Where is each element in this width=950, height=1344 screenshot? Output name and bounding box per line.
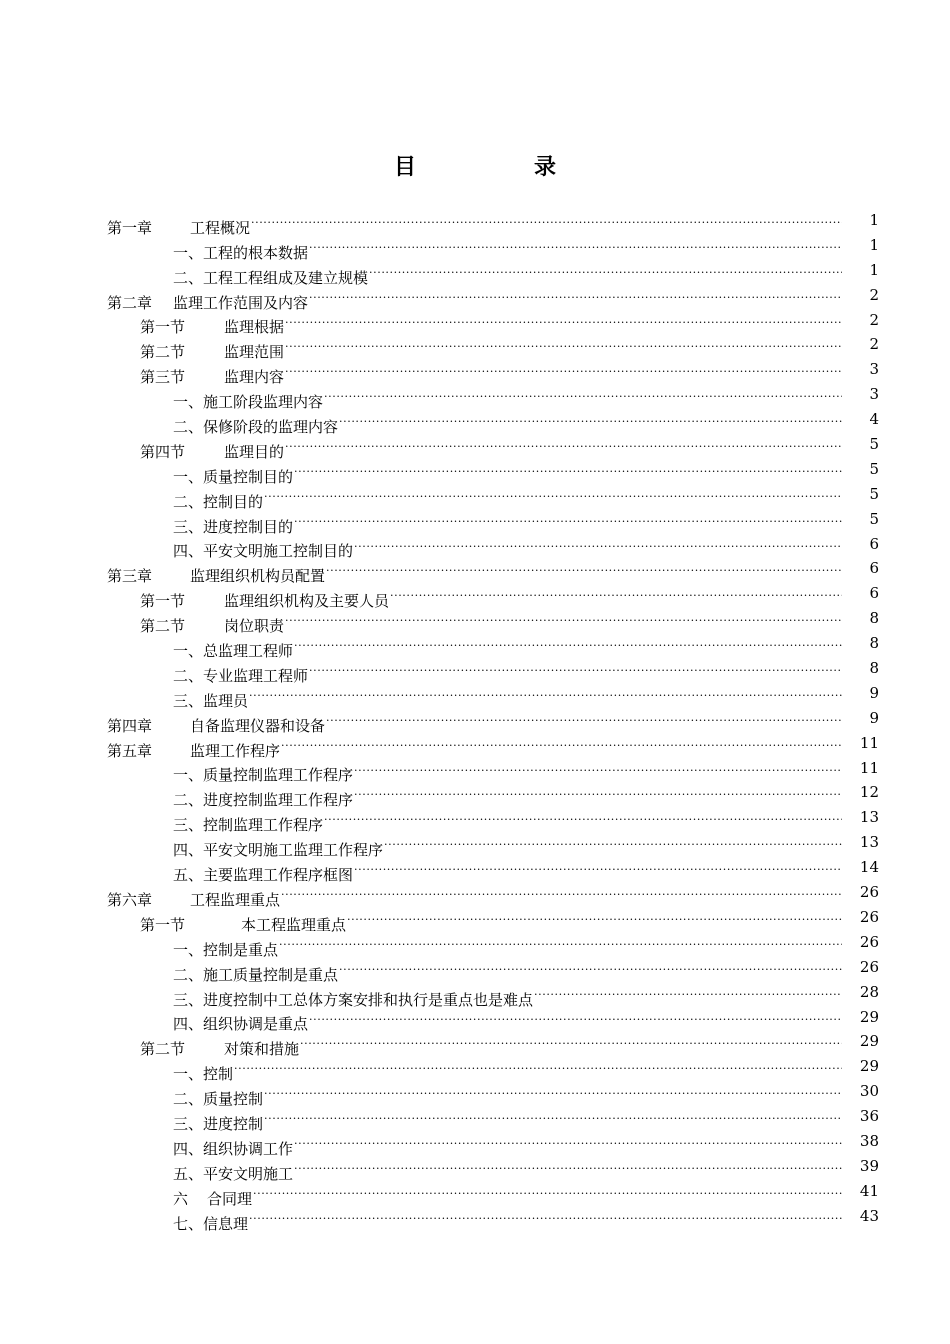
toc-entry-number: 第二节: [140, 1040, 186, 1059]
dot-leader: [534, 980, 842, 1005]
toc-entry-item[interactable]: [107, 805, 879, 835]
toc-entry-item[interactable]: [107, 1054, 879, 1084]
toc-entry-number: 一、: [173, 393, 204, 412]
toc-entry-number: 一、: [173, 766, 204, 785]
toc-page-number: 38: [859, 1131, 879, 1150]
toc-entry-number: 二、: [173, 418, 204, 437]
toc-title-char-1: 目: [393, 154, 416, 180]
toc-entry-text: 质量控制目的: [203, 467, 294, 486]
toc-entry-number: 第一节: [140, 592, 186, 611]
toc-entry-section[interactable]: [107, 905, 879, 934]
dot-leader: [339, 955, 842, 980]
dot-leader: [339, 407, 842, 432]
toc-page-number: 2: [869, 285, 879, 304]
toc-entry-text: 工程监理重点: [190, 890, 281, 909]
toc-entry-number: 二、: [173, 666, 204, 685]
toc-entry-number: 四、: [173, 542, 204, 561]
toc-entry-text: 总监理工程师: [203, 642, 294, 661]
toc-entry-number: 一、: [173, 467, 204, 486]
toc-entry-text: 质量控制: [203, 1090, 264, 1109]
toc-page-number: 3: [869, 360, 879, 379]
toc-entry-text: 监理工作范围及内容: [173, 293, 309, 312]
toc-entry-chapter[interactable]: [107, 731, 879, 760]
toc-entry-item[interactable]: [107, 681, 879, 710]
toc-entry-section[interactable]: [107, 581, 879, 611]
toc-page-number: 5: [869, 459, 879, 478]
toc-entry-chapter[interactable]: [107, 880, 879, 909]
toc-page-number: 8: [869, 634, 879, 653]
dot-leader: [279, 930, 842, 955]
toc-entry-number: 三、: [173, 691, 204, 710]
toc-page-number: 1: [869, 211, 879, 229]
toc-entry-number: 四、: [173, 1139, 204, 1158]
dot-leader: [369, 258, 842, 283]
dot-leader: [249, 1204, 842, 1229]
dot-leader: [285, 357, 842, 382]
toc-entry-chapter[interactable]: [107, 283, 879, 312]
toc-entry-number: 第二节: [140, 343, 186, 362]
toc-entry-section[interactable]: [107, 357, 879, 387]
toc-page-number: 8: [869, 659, 879, 678]
toc-entry-chapter[interactable]: [107, 706, 879, 735]
dot-leader: [384, 830, 842, 855]
toc-entry-text: 自备监理仪器和设备: [190, 716, 326, 735]
dot-leader: [354, 780, 842, 805]
toc-entry-text: 进度控制目的: [203, 517, 294, 536]
toc-entry-text: 信息理: [203, 1214, 249, 1233]
toc-page-number: 5: [869, 435, 879, 454]
toc-entry-text: 本工程监理重点: [241, 915, 347, 934]
toc-page-number: 13: [859, 833, 879, 852]
toc-entry-text: 主要监理工作程序框图: [203, 866, 354, 885]
toc-page-number: 6: [869, 534, 879, 553]
toc-entry-text: 组织协调是重点: [203, 1015, 309, 1034]
toc-page-number: 1: [869, 260, 879, 279]
toc-entry-number: 三、: [173, 816, 204, 835]
toc-page-number: 6: [869, 559, 879, 578]
toc-entry-section[interactable]: [107, 1029, 879, 1059]
dot-leader: [354, 532, 842, 557]
toc-entry-item[interactable]: [107, 407, 879, 437]
toc-page-number: 9: [869, 683, 879, 702]
toc-entry-text: 专业监理工程师: [203, 666, 309, 685]
toc-title-char-2: 录: [534, 154, 557, 180]
dot-leader: [294, 1154, 842, 1179]
toc-entry-number: 四、: [173, 841, 204, 860]
toc-entry-number: 三、: [173, 990, 204, 1009]
toc-entry-item[interactable]: [107, 382, 879, 412]
toc-entry-text: 监理范围: [224, 343, 285, 362]
toc-entry-text: 岗位职责: [224, 617, 285, 636]
toc-entry-item[interactable]: [107, 1204, 879, 1233]
toc-entry-text: 进度控制: [203, 1114, 264, 1133]
toc-page-number: 29: [859, 1032, 879, 1051]
toc-page-number: 36: [859, 1107, 879, 1126]
toc-page-number: 26: [859, 932, 879, 951]
toc-entry-item[interactable]: [107, 955, 879, 984]
dot-leader: [249, 681, 842, 706]
toc-entry-item[interactable]: [107, 756, 879, 785]
toc-entry-text: 工程工程组成及建立规模: [203, 268, 369, 287]
dot-leader: [309, 1005, 842, 1030]
toc-entry-number: 第一节: [140, 318, 186, 337]
toc-entry-number: 三、: [173, 1114, 204, 1133]
toc-entry-item[interactable]: [107, 780, 879, 810]
toc-entry-text: 施工质量控制是重点: [203, 965, 339, 984]
toc-entry-text: 监理组织机构员配置: [190, 567, 326, 586]
toc-entry-number: 第五章: [107, 741, 153, 760]
dot-leader: [309, 233, 842, 258]
toc-entry-number: 二、: [173, 965, 204, 984]
toc-title: [0, 150, 950, 181]
toc-entry-text: 对策和措施: [224, 1040, 300, 1059]
toc-entry-section[interactable]: [107, 432, 879, 461]
toc-entry-item[interactable]: [107, 507, 879, 536]
dot-leader: [354, 756, 842, 781]
toc-entry-number: 二、: [173, 268, 204, 287]
toc-entry-text: 组织协调工作: [203, 1139, 294, 1158]
toc-entry-number: 六: [173, 1189, 189, 1208]
toc-entry-item[interactable]: [107, 930, 879, 959]
toc-entry-item[interactable]: [107, 656, 879, 685]
toc-entry-number: 第二章: [107, 293, 153, 312]
toc-entry-item[interactable]: [107, 1104, 879, 1133]
toc-page-number: 14: [859, 858, 879, 877]
toc-page-number: 11: [859, 758, 879, 777]
toc-entry-number: 一、: [173, 642, 204, 661]
toc-entry-text: 合同理: [207, 1189, 253, 1208]
toc-entry-number: 四、: [173, 1015, 204, 1034]
toc-entry-text: 质量控制监理工作程序: [203, 766, 354, 785]
toc-page-number: 26: [859, 907, 879, 926]
toc-entry-text: 工程的根本数据: [203, 243, 309, 262]
dot-leader: [253, 1179, 842, 1204]
toc-entry-number: 第四节: [140, 442, 186, 461]
toc-entry-item[interactable]: [107, 1129, 879, 1158]
toc-entry-number: 二、: [173, 791, 204, 810]
dot-leader: [326, 556, 842, 581]
dot-leader: [354, 855, 842, 880]
toc-page-number: 8: [869, 609, 879, 628]
toc-entry-item[interactable]: [107, 1079, 879, 1109]
toc-page-number: 28: [859, 982, 879, 1001]
toc-entry-number: 第四章: [107, 716, 153, 735]
toc-entry-chapter[interactable]: [107, 208, 879, 237]
dot-leader: [234, 1054, 842, 1079]
toc-page-number: 29: [859, 1057, 879, 1076]
toc-entry-number: 五、: [173, 866, 204, 885]
toc-page-number: 3: [869, 385, 879, 404]
toc-page-number: 1: [869, 235, 879, 254]
toc-entry-chapter[interactable]: [107, 556, 879, 586]
toc-entry-item[interactable]: [107, 855, 879, 885]
toc-entry-number: 第二节: [140, 617, 186, 636]
dot-leader: [294, 457, 842, 482]
toc-entry-number: 一、: [173, 940, 204, 959]
toc-entry-item[interactable]: [107, 233, 879, 262]
toc-entry-text: 控制是重点: [203, 940, 279, 959]
toc-page-number: 26: [859, 883, 879, 902]
toc-entry-number: 第一节: [140, 915, 186, 934]
toc-page-number: 41: [859, 1181, 879, 1200]
toc-entry-number: 七、: [173, 1214, 204, 1233]
dot-leader: [300, 1029, 842, 1054]
toc-entry-text: 平安文明施工: [203, 1164, 294, 1183]
toc-page-number: 2: [869, 310, 879, 329]
toc-entry-text: 监理目的: [224, 442, 285, 461]
toc-page-number: 2: [869, 335, 879, 354]
toc-page-number: 30: [859, 1082, 879, 1101]
toc-entry-number: 二、: [173, 1090, 204, 1109]
toc-entry-item[interactable]: [107, 1154, 879, 1183]
toc-entry-number: 三、: [173, 517, 204, 536]
dot-leader: [309, 656, 842, 681]
toc-entry-text: 保修阶段的监理内容: [203, 418, 339, 437]
toc-entry-number: 第六章: [107, 890, 153, 909]
dot-leader: [294, 1129, 842, 1154]
dot-leader: [264, 1079, 842, 1104]
toc-page-number: 4: [869, 410, 879, 429]
toc-page-number: 5: [869, 484, 879, 503]
toc-entry-number: 第一章: [107, 218, 153, 237]
toc-entry-number: 第三章: [107, 567, 153, 586]
toc-page-number: 11: [859, 733, 879, 752]
dot-leader: [285, 432, 842, 457]
dot-leader: [324, 805, 842, 830]
toc-page-number: 6: [869, 584, 879, 603]
toc-entry-text: 控制目的: [203, 492, 264, 511]
toc-entry-number: 一、: [173, 243, 204, 262]
toc-entry-item[interactable]: [107, 457, 879, 486]
dot-leader: [281, 731, 842, 756]
dot-leader: [285, 606, 842, 631]
toc-entry-text: 平安文明施工控制目的: [203, 542, 354, 561]
dot-leader: [285, 332, 842, 357]
toc-entry-text: 进度控制监理工作程序: [203, 791, 354, 810]
dot-leader: [326, 706, 842, 731]
toc-entry-item[interactable]: [107, 830, 879, 860]
toc-entry-section[interactable]: [107, 606, 879, 636]
toc-page-number: 13: [859, 808, 879, 827]
toc-page-number: 12: [859, 783, 879, 802]
toc-entry-text: 监理组织机构及主要人员: [224, 592, 390, 611]
toc-page-number: 39: [859, 1156, 879, 1175]
toc-entry-text: 施工阶段监理内容: [203, 393, 324, 412]
dot-leader: [294, 507, 842, 532]
toc-entry-number: 一、: [173, 1065, 204, 1084]
toc-entry-section[interactable]: [107, 332, 879, 362]
toc-entry-number: 二、: [173, 492, 204, 511]
dot-leader: [390, 581, 842, 606]
toc-page-number: 9: [869, 708, 879, 727]
toc-entry-section[interactable]: [107, 308, 879, 337]
toc-page-number: 26: [859, 957, 879, 976]
toc-entry-text: 控制监理工作程序: [203, 816, 324, 835]
toc-entry-text: 监理根据: [224, 318, 285, 337]
dot-leader: [251, 208, 842, 233]
toc-entry-item[interactable]: [107, 532, 879, 561]
toc-entry-text: 监理工作程序: [190, 741, 281, 760]
table-of-contents: [107, 208, 879, 1233]
dot-leader: [264, 482, 842, 507]
toc-entry-text: 平安文明施工监理工作程序: [203, 841, 384, 860]
dot-leader: [264, 1104, 842, 1129]
toc-page-number: 5: [869, 509, 879, 528]
dot-leader: [294, 631, 842, 656]
toc-entry-item[interactable]: [107, 1005, 879, 1034]
dot-leader: [324, 382, 842, 407]
toc-entry-number: 第三节: [140, 368, 186, 387]
toc-entry-text: 进度控制中工总体方案安排和执行是重点也是难点: [203, 990, 534, 1009]
toc-entry-item[interactable]: [107, 482, 879, 511]
toc-entry-text: 工程概况: [190, 218, 251, 237]
dot-leader: [309, 283, 842, 308]
dot-leader: [347, 905, 842, 930]
toc-entry-item[interactable]: [107, 258, 879, 287]
toc-entry-item[interactable]: [107, 1179, 879, 1208]
toc-entry-text: 监理员: [203, 691, 249, 710]
toc-page-number: 43: [859, 1206, 879, 1225]
toc-entry-text: 控制: [203, 1065, 234, 1084]
dot-leader: [281, 880, 842, 905]
toc-entry-number: 五、: [173, 1164, 204, 1183]
toc-page-number: 29: [859, 1007, 879, 1026]
toc-entry-item[interactable]: [107, 980, 879, 1009]
toc-entry-text: 监理内容: [224, 368, 285, 387]
toc-entry-item[interactable]: [107, 631, 879, 661]
dot-leader: [285, 308, 842, 333]
